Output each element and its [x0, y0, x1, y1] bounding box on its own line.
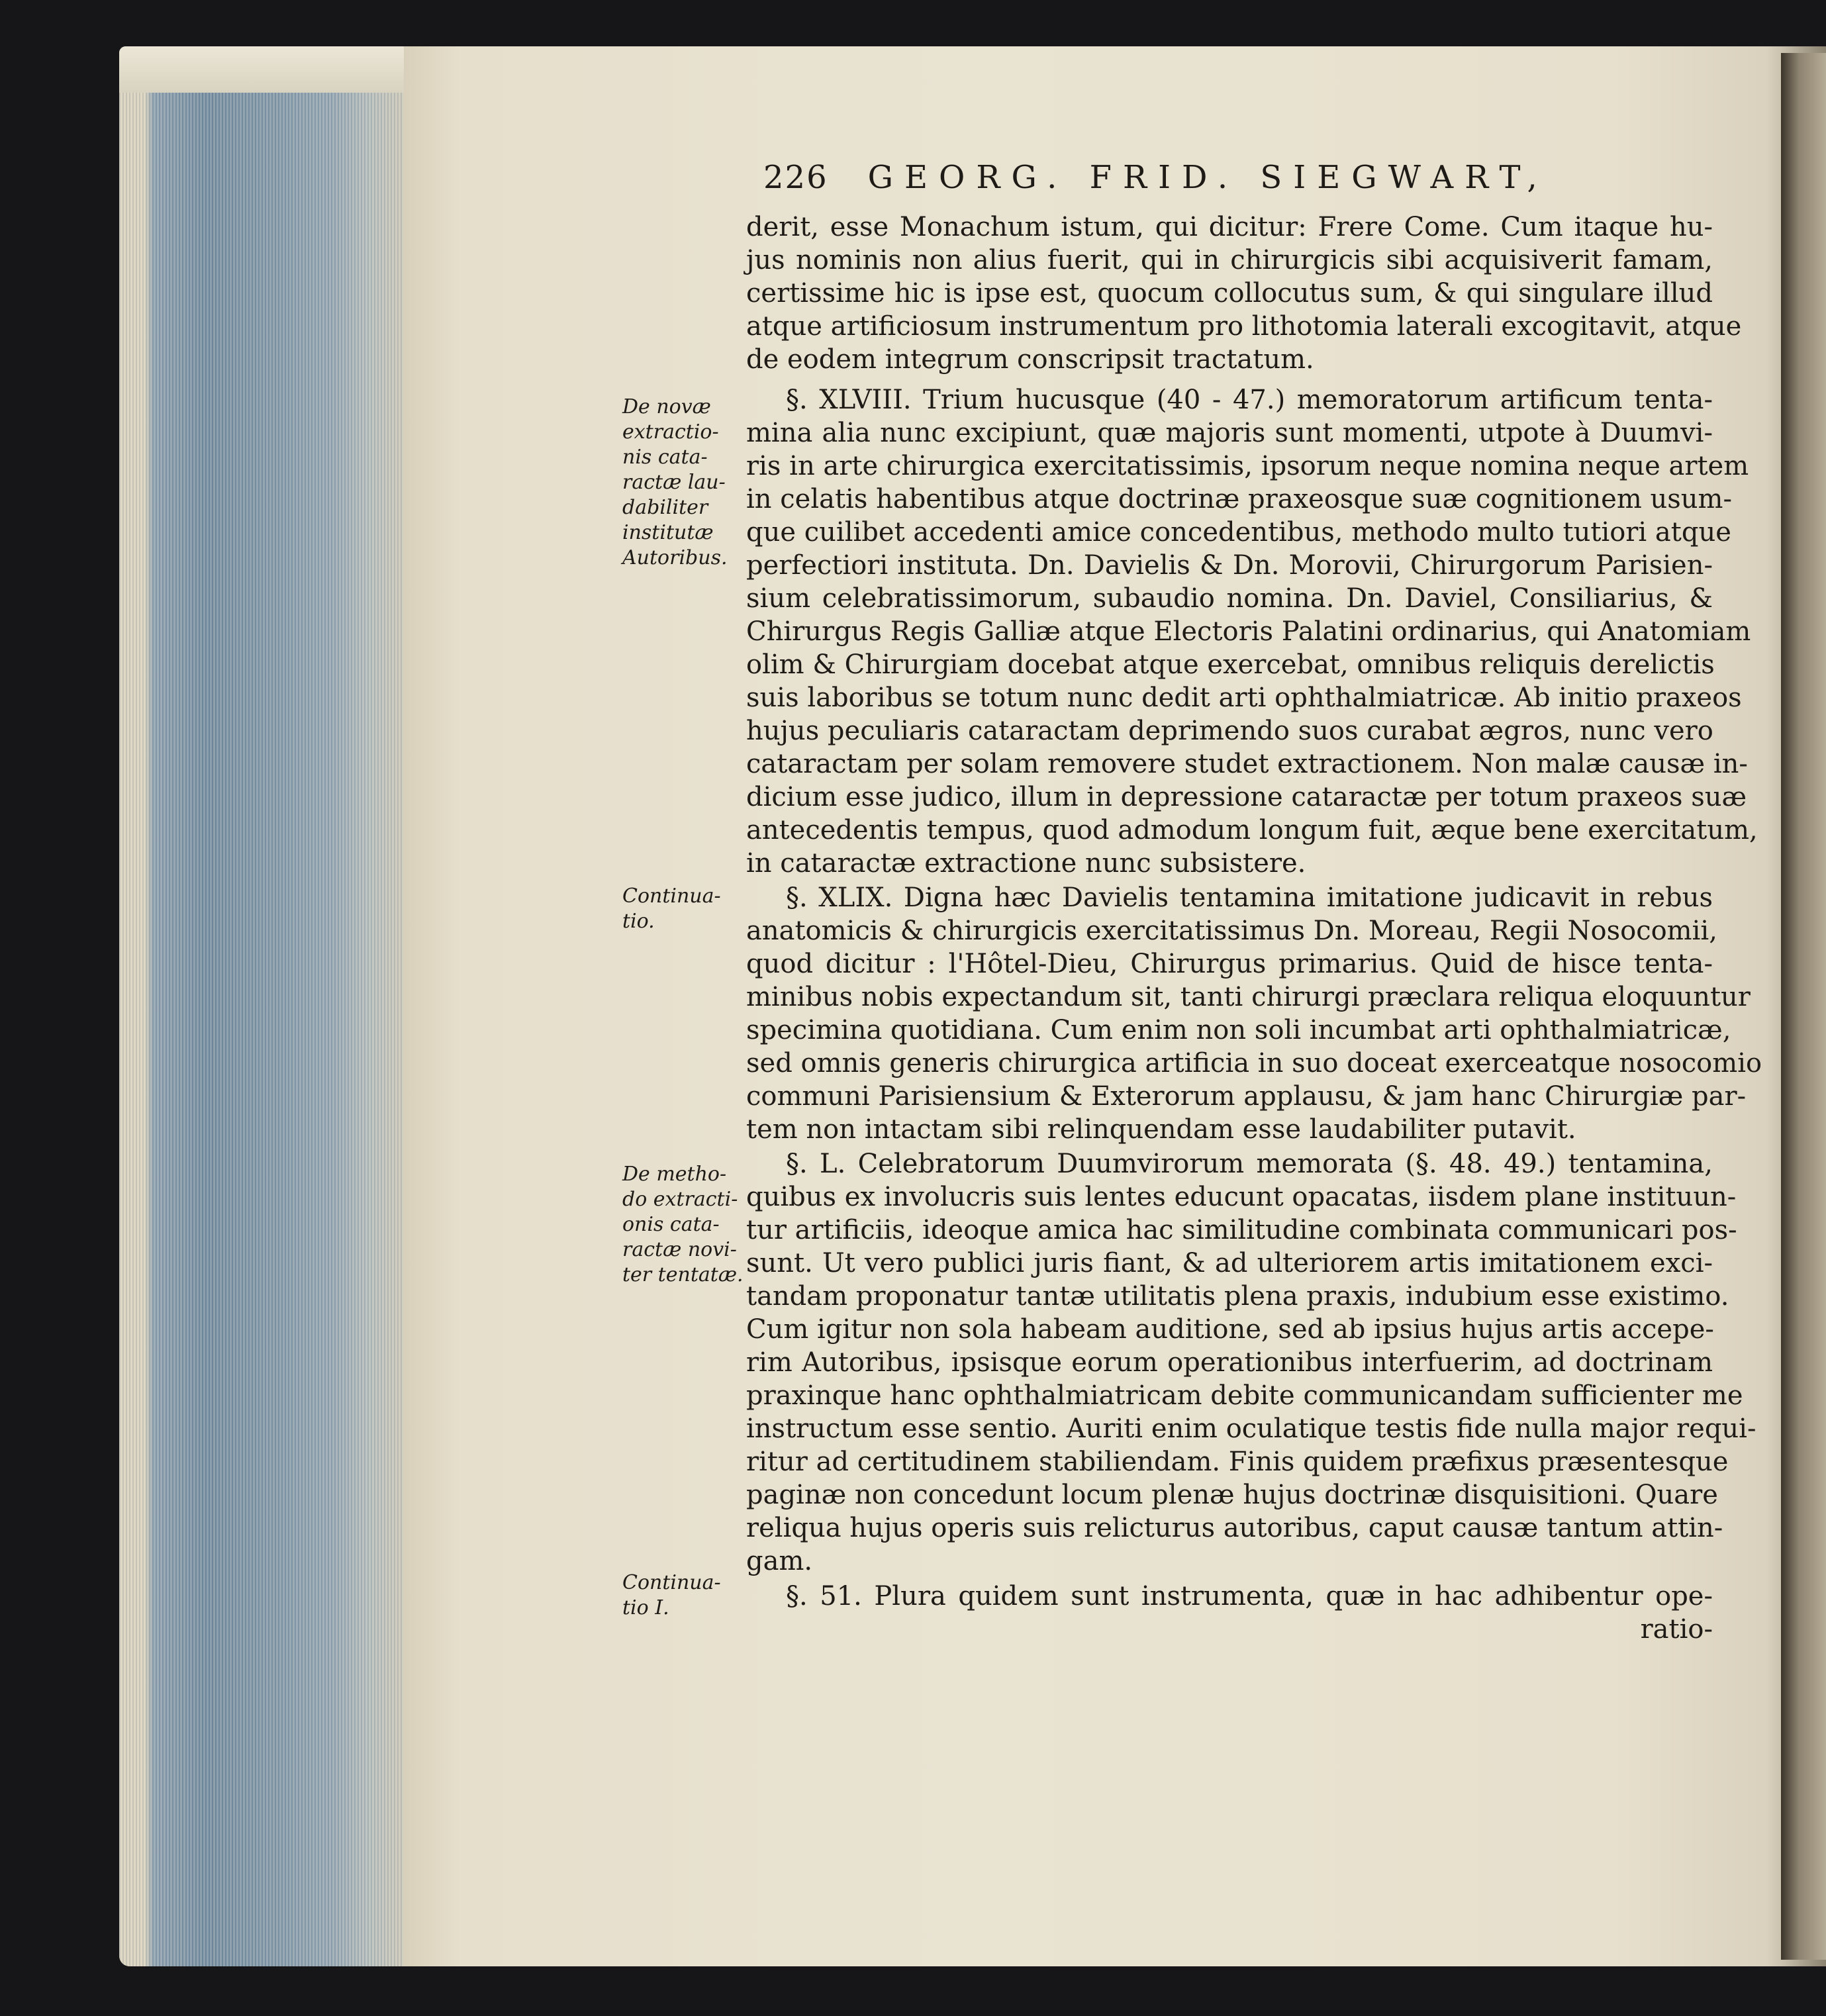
text-line: minibus nobis expectandum sit, tanti chirurgi præclara reliqua eloquuntur	[746, 982, 1751, 1012]
book-fore-edge	[119, 46, 404, 1966]
text-line: sunt. Ut vero publici juris fiant, & ad ulteriorem artis imitationem exci-	[746, 1248, 1713, 1278]
text-line: cataractam per solam removere studet extractionem. Non malæ causæ in-	[746, 749, 1748, 779]
text-line: Chirurgus Regis Galliæ atque Electoris Palatini ordinarius, qui Anatomiam	[746, 616, 1751, 647]
text-line: ris in arte chirurgica exercitatissimis, ipsorum neque nomina neque artem	[746, 451, 1749, 481]
margin-note-line: nis cata-	[622, 446, 708, 469]
page-number: 226	[763, 159, 828, 196]
text-line: olim & Chirurgiam docebat atque exercebat, omnibus reliquis derelictis	[746, 649, 1715, 680]
text-line: Cum igitur non sola habeam auditione, sed ab ipsius hujus artis accepe-	[746, 1314, 1714, 1345]
text-line: hujus peculiaris cataractam deprimendo suos curabat ægros, nunc vero	[746, 716, 1713, 746]
margin-note-line: De novæ	[622, 395, 711, 418]
text-line: communi Parisiensium & Exterorum applausu, & jam hanc Chirurgiæ par-	[746, 1081, 1747, 1112]
margin-note	[622, 884, 742, 934]
text-line: specimina quotidiana. Cum enim non soli incumbat arti ophthalmiatricæ,	[746, 1015, 1731, 1045]
text-line: que cuilibet accedenti amice concedentibus, methodo multo tutiori atque	[746, 517, 1731, 548]
margin-note	[622, 1162, 742, 1288]
margin-note-line: do extracti-	[622, 1188, 738, 1211]
text-line: §. L. Celebratorum Duumvirorum memorata (§. 48. 49.) tentamina,	[786, 1149, 1713, 1179]
margin-note-line: Continua-	[622, 1571, 721, 1594]
text-line: §. XLVIII. Trium hucusque (40 - 47.) memoratorum artificum tenta-	[786, 385, 1713, 415]
text-line: ritur ad certitudinem stabiliendam. Finis quidem præfixus præsentesque	[746, 1447, 1729, 1477]
text-line: in cataractæ extractione nunc subsistere.	[746, 848, 1306, 879]
margin-note	[622, 395, 742, 571]
text-line: certissime hic is ipse est, quocum collocutus sum, & qui singulare illud	[746, 278, 1713, 309]
text-line: de eodem integrum conscripsit tractatum.	[746, 344, 1314, 375]
text-line: derit, esse Monachum istum, qui dicitur: Frere Come. Cum itaque hu-	[746, 212, 1713, 242]
text-line: anatomicis & chirurgicis exercitatissimus Dn. Moreau, Regii Nosocomii,	[746, 916, 1717, 946]
margin-note-line: De metho-	[622, 1163, 727, 1186]
text-line: tandam proponatur tantæ utilitatis plena praxis, indubium esse existimo.	[746, 1281, 1729, 1312]
running-head-title: GEORG. FRID. SIEGWART,	[867, 159, 1549, 196]
margin-note-line: ter tentatæ.	[622, 1263, 744, 1286]
text-line: dicium esse judico, illum in depressione cataractæ per totum praxeos suæ	[746, 782, 1747, 812]
text-line: praxinque hanc ophthalmiatricam debite communicandam sufficienter me	[746, 1380, 1743, 1411]
text-line: §. 51. Plura quidem sunt instrumenta, quæ in hac adhibentur ope-	[786, 1581, 1713, 1611]
margin-note-line: Continua-	[622, 885, 721, 908]
text-line: instructum esse sentio. Auriti enim oculatique testis fide nulla major requi-	[746, 1414, 1756, 1444]
text-line: in celatis habentibus atque doctrinæ praxeosque suæ cognitionem usum-	[746, 484, 1732, 514]
margin-note-line: tio I.	[622, 1596, 669, 1619]
text-line: quod dicitur : l'Hôtel-Dieu, Chirurgus primarius. Quid de hisce tenta-	[746, 949, 1713, 979]
text-line: rim Autoribus, ipsisque eorum operationibus interfuerim, ad doctrinam	[746, 1347, 1713, 1378]
text-line: sed omnis generis chirurgica artificia in suo doceat exerceatque nosocomio	[746, 1048, 1762, 1079]
text-line: gam.	[746, 1546, 813, 1576]
text-line: antecedentis tempus, quod admodum longum fuit, æque bene exercitatum,	[746, 815, 1758, 845]
margin-note-line: Autoribus.	[622, 546, 728, 569]
text-line: jus nominis non alius fuerit, qui in chirurgicis sibi acquisiverit famam,	[746, 245, 1713, 275]
text-line: §. XLIX. Digna hæc Davielis tentamina imitatione judicavit in rebus	[786, 883, 1713, 913]
text-line: mina alia nunc excipiunt, quæ majoris sunt momenti, utpote à Duumvi-	[746, 418, 1713, 448]
margin-note-line: extractio-	[622, 420, 719, 444]
catchword: ratio-	[1640, 1614, 1713, 1645]
margin-note	[622, 1570, 742, 1621]
facing-page-edge	[1781, 53, 1826, 1960]
text-line: paginæ non concedunt locum plenæ hujus doctrinæ disquisitioni. Quare	[746, 1480, 1718, 1510]
text-line: sium celebratissimorum, subaudio nomina. Dn. Daviel, Consiliarius, &	[746, 583, 1713, 614]
margin-note-line: ractæ lau-	[622, 471, 726, 494]
margin-note-line: ractæ novi-	[622, 1238, 737, 1261]
text-line: quibus ex involucris suis lentes educunt opacatas, iisdem plane instituun-	[746, 1182, 1737, 1212]
book-top-edge	[119, 46, 404, 93]
text-line: reliqua hujus operis suis relicturus autoribus, caput causæ tantum attin-	[746, 1513, 1723, 1543]
text-line: perfectiori instituta. Dn. Davielis & Dn. Morovii, Chirurgorum Parisien-	[746, 550, 1713, 581]
margin-note-line: onis cata-	[622, 1213, 720, 1236]
margin-note-line: institutæ	[622, 521, 714, 544]
margin-note-line: tio.	[622, 910, 655, 933]
running-header	[763, 159, 1549, 196]
text-line: atque artificiosum instrumentum pro lithotomia laterali excogitavit, atque	[746, 311, 1742, 342]
margin-note-line: dabiliter	[622, 496, 708, 519]
text-line: tem non intactam sibi relinquendam esse laudabiliter putavit.	[746, 1114, 1576, 1145]
text-line: tur artificiis, ideoque amica hac similitudine combinata communicari pos-	[746, 1215, 1737, 1245]
text-line: suis laboribus se totum nunc dedit arti ophthalmiatricæ. Ab initio praxeos	[746, 683, 1742, 713]
